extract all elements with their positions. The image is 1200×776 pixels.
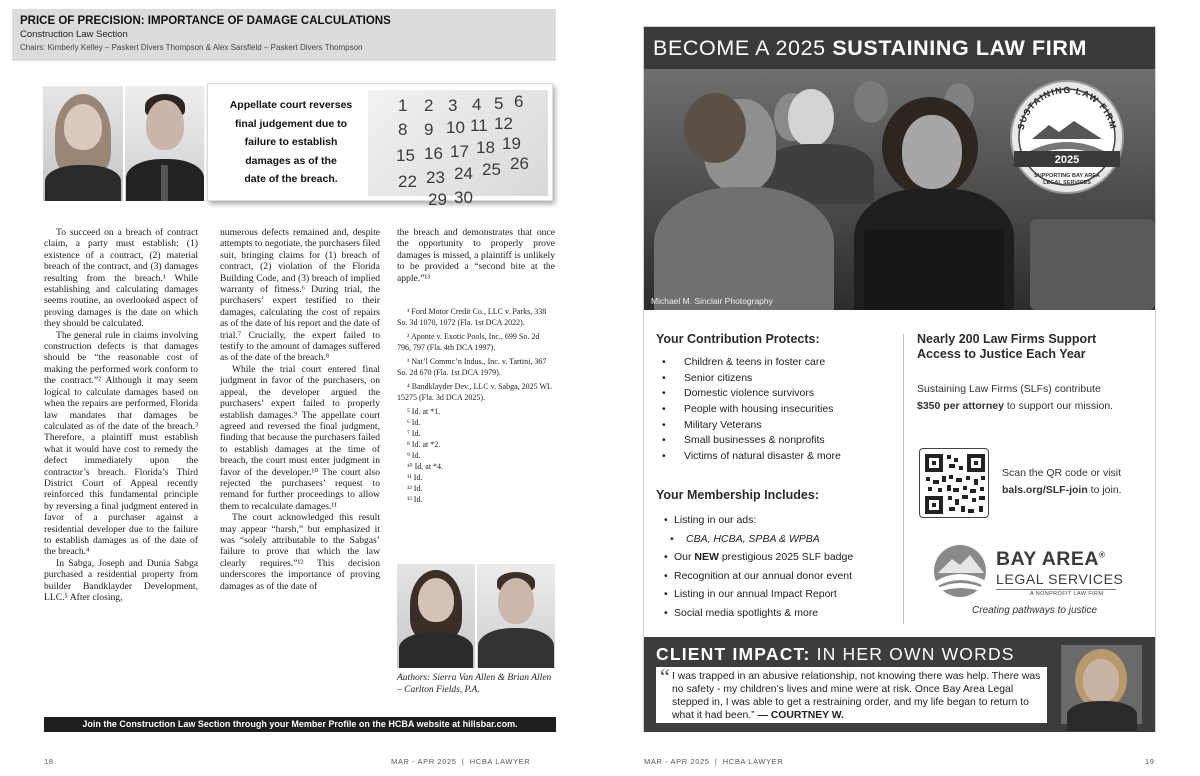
- list-item: • Senior citizens: [656, 371, 896, 387]
- tie-icon: [161, 165, 168, 201]
- list-item: • Listing in our ads:: [662, 511, 902, 530]
- list-item: • Military Veterans: [656, 418, 896, 434]
- sustaining-law-firm-badge-icon: [1004, 77, 1130, 197]
- section-chairs: Chairs: Kimberly Kelley – Paskert Divers Thompson & Alex Sarsfield – Paskert Divers Thompson: [20, 43, 363, 52]
- logo-tagline: A NONPROFIT LAW FIRM: [1030, 591, 1104, 597]
- list-item: • Listing in our annual Impact Report: [662, 585, 902, 604]
- chair-photo-kelley: [43, 86, 123, 201]
- bay-area-legal-services-logo: [930, 543, 1155, 623]
- svg-text:2025: 2025: [1054, 154, 1080, 166]
- callout-text: Appellate court reverses final judgement due to failure to establish damages as of the date of the breach.: [229, 99, 353, 185]
- ad-header: BECOME A 2025 SUSTAINING LAW FIRM: [644, 27, 1155, 69]
- list-item: • Recognition at our annual donor event: [662, 567, 902, 586]
- photo-credit: Michael M. Sinclair Photography: [651, 296, 773, 306]
- signup-link[interactable]: bals.org/SLF-join: [1002, 484, 1088, 496]
- footer-publication-right: MAR - APR 2025 | HCBA LAWYER: [644, 757, 784, 766]
- list-item: • Our NEW prestigious 2025 SLF badge: [662, 548, 902, 567]
- section-header: [12, 9, 556, 61]
- membership-list: [662, 511, 902, 622]
- protects-heading: Your Contribution Protects:: [656, 332, 820, 346]
- svg-text:SUSTAINING LAW FIRM: SUSTAINING LAW FIRM: [1015, 84, 1119, 131]
- quote-mark-icon: “: [660, 664, 670, 689]
- footer-publication-left: MAR - APR 2025 | HCBA LAWYER: [391, 757, 531, 766]
- ad-photo: [644, 69, 1155, 310]
- author-photo-allen: [477, 564, 555, 668]
- logo-line-2: LEGAL SERVICES: [996, 571, 1124, 587]
- author-photo-van-allen: [397, 564, 475, 668]
- chair-photo-sarsfield: [125, 86, 204, 201]
- article-column-2: numerous defects remained and, despite attempts to negotiate, the purchasers filed suit, bringing claims for (1) breach of contract, (2) violation of the Florida Building Code, and (3) breach of implied warranty of fitness.⁶ During trial, the purchasers’ expert testified to their damages, calculating the cost of repairs as of the date of his report and the date of trial.⁷ Crucially, the expert failed to testify to the amount of damages suffered as of the date of the breach.⁸ While the trial court entered final judgment in favor of the purchasers, on appeal, the developer argued the purchasers’ expert failed to properly establish damages.⁹ The appellate court agreed and reversed the final judgment, finding that because the purchasers failed to establish damages at the time of breach, the court must enter judgment in favor of the developer.¹⁰ The court also rejected the purchasers’ request to remand for further proceedings to allow them to recalculate damages.¹¹ The court acknowledged this result may appear “harsh,” but emphasized it was “solely attributable to the Sabgas’ failure to prove that which the law clearly requires.”¹² This decision underscores the importance of proving damages as of the date of: [220, 227, 380, 592]
- join-section-banner: Join the Construction Law Section through your Member Profile on the HCBA website at hillsbar.com.: [44, 717, 556, 732]
- list-item: • People with housing insecurities: [656, 402, 896, 418]
- page-number-right: 19: [1145, 757, 1155, 766]
- list-item: • Small businesses & nonprofits: [656, 433, 896, 449]
- footnotes: ¹ Ford Motor Credit Co., LLC v. Parks, 338 So. 3d 1070, 1072 (Fla. 1st DCA 2022). ² Aponte v. Exotic Pools, Inc., 699 So. 2d 796, 797 (Fla. 4th DCA 1997). ³ Nat’l Commc’n Indus., Inc. v. Tartini, 367 So. 2d 670 (Fla. 1st DCA 1979). ⁴ Bandklayder Dev., LLC v. Sabga, 2025 WL 15275 (Fla. 3d DCA 2025). ⁵ Id. at *1. ⁶ Id. ⁷ Id. ⁸ Id. at *2. ⁹ Id. ¹⁰ Id. at *4. ¹¹ Id. ¹² Id. ¹³ Id.: [397, 307, 552, 504]
- svg-text:SUPPORTING BAY AREA: SUPPORTING BAY AREA: [1034, 173, 1100, 179]
- list-item: • Domestic violence survivors: [656, 386, 896, 402]
- logo-slogan: Creating pathways to justice: [972, 605, 1098, 616]
- logo-line-1: BAY AREA®: [996, 548, 1106, 570]
- list-item: • Social media spotlights & more: [662, 604, 902, 623]
- article-column-1: To succeed on a breach of contract claim, a party must establish: (1) existence of a contract, (2) material breach of the contract, and (3) damages resulting from the breach.¹ While establishing and calculating damages seems routine, an overlooked aspect of proving damages is the date on which they should be calculated. The general rule in claims involving construction defects is that damages should be “the reasonable cost of making the performed work conform to the contract.”² Although it may seem logical to calculate damages based on when the repairs are performed, Florida law mandates that damages be calculated as of the date of the breach.³ Therefore, a plaintiff must establish what it would have cost to remedy the defect immediately upon the contractor’s breach. Florida’s Third District Court of Appeal recently reinforced this fundamental principle by reversing a final judgment entered in favor of a purchaser against a residential developer due to the failure to establish damages as of the date of the breach.⁴ In Sabga, Joseph and Dunia Sabga purchased a residential property from builder Bandklayder Development, LLC.⁵ After closing,: [44, 227, 198, 603]
- bals-logo-icon: [930, 543, 990, 599]
- svg-text:LEGAL SERVICES: LEGAL SERVICES: [1043, 180, 1091, 186]
- membership-heading: Your Membership Includes:: [656, 488, 819, 502]
- qr-instructions: Scan the QR code or visit bals.org/SLF-join to join.: [1002, 467, 1122, 496]
- article-title: PRICE OF PRECISION: IMPORTANCE OF DAMAGE CALCULATIONS: [20, 15, 391, 27]
- calendar-image: 1 2 3 4 5 6 8 9 10 11 12 15 16 17 18 19 22 23 24 25 26 29 30: [368, 90, 548, 196]
- support-text: Sustaining Law Firms (SLFs) contribute $350 per attorney to support our mission.: [917, 383, 1114, 412]
- client-impact-title: CLIENT IMPACT: IN HER OWN WORDS: [656, 644, 1015, 664]
- client-photo: [1061, 645, 1142, 724]
- support-heading: Nearly 200 Law Firms Support Access to Justice Each Year: [917, 332, 1097, 361]
- laptop-icon: [864, 229, 1004, 310]
- qr-code-icon[interactable]: [919, 448, 989, 518]
- list-item: • CBA, HCBA, SPBA & WPBA: [662, 530, 902, 549]
- authors-caption: Authors: Sierra Van Allen & Brian Allen – Carlton Fields, P.A.: [397, 673, 552, 695]
- list-item: • Victims of natural disaster & more: [656, 449, 896, 465]
- section-name: Construction Law Section: [20, 29, 128, 40]
- logo-rule: [996, 589, 1116, 590]
- article-column-3: the breach and demonstrates that once the opportunity to properly prove damages is missed, a plaintiff is unlikely to be provided a “second bite at the apple.”¹³: [397, 227, 555, 284]
- pull-quote-callout: [207, 83, 553, 209]
- client-quote: “ I was trapped in an abusive relationship, not knowing there was help. There was no safety - my children’s lives and mine were at risk. Once Bay Area Legal stepped in, I was able to get a restraining order, and my life began to return to what it had been.” — COURTNEY W.: [656, 667, 1047, 723]
- page-number-left: 18: [44, 757, 54, 766]
- list-item: • Children & teens in foster care: [656, 355, 896, 371]
- column-divider: [903, 334, 904, 624]
- protects-list: [656, 355, 896, 465]
